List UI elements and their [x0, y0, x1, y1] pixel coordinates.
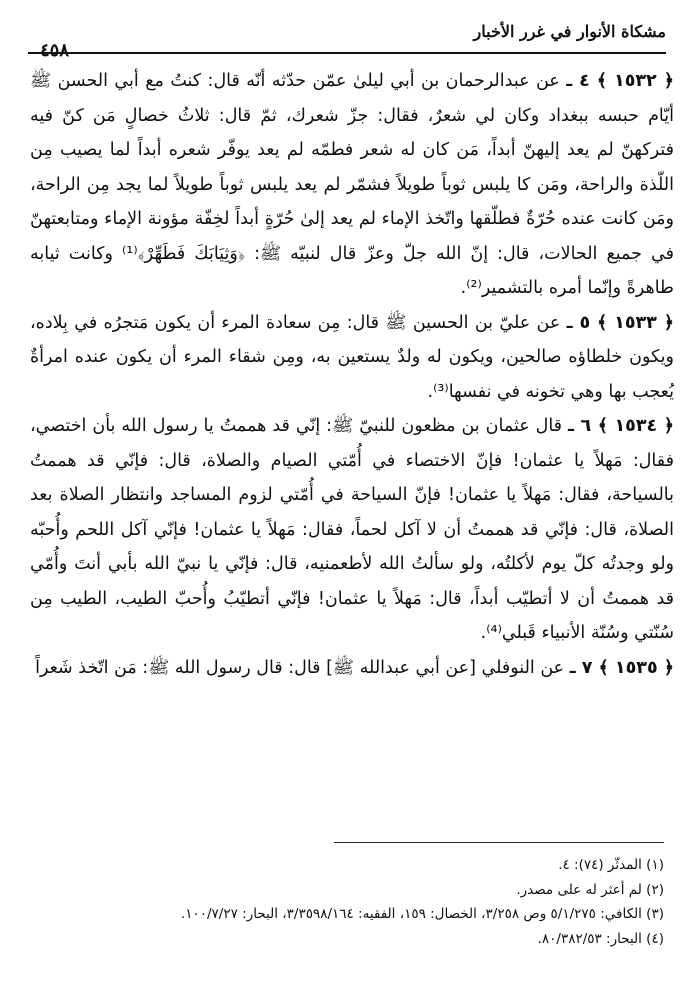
hadith-text: قال عثمان بن مظعون للنبيّ ﷺ: إنّي قد هممتُ يا رسول الله بأن اختصي، فقال: مَهلاً يا عثمان! فإنّ الاختصاء في أُمّتي الصيام والصلاة، قال: فإنّي قد هممتُ بالسياحة، فقال: مَهلاً يا عثمان! فإنّ السياحة في أُمّتي لزوم المساجد وانتظار الصلاة بعد الصلاة، قال: فإنّي قد هممتُ أن لا آكل لحماً، فقال: مَهلاً يا عثمان! فإنّي آكل اللحم وأُحبّه ولو وجدتُه كلّ يوم لأكلتُه، ولو سألتُ الله لأطعمنيه، قال: فإنّي يا نبيّ الله بأبي أنتَ وأُمّي قد هممتُ أن لا أتطيّب أبداً، قال: مَهلاً يا عثمان! فإنّي أتطيّبُ وأُحبّ الطيب، الطيب مِن سُنّتي وسُنّة الأنبياء قَبلي⁽⁴⁾. — [30, 416, 674, 643]
hadith-number: ﴿ ١٥٣٥ ﴾ ٧ ـ — [569, 657, 674, 678]
hadith-text: عن عليّ بن الحسين ﷺ قال: مِن سعادة المرء أن يكون مَتجرُه في بِلاده، ويكون خلطاؤه صالحين، ويكون له ولدٌ يستعين به، ومِن شقاء المرء أن يكون عنده امرأةٌ يُعجب بها وهي تخونه في نفسها⁽³⁾. — [30, 312, 674, 402]
hadith-1532 — [30, 64, 674, 306]
footnote-1: (١) المدثّر (٧٤): ٤. — [558, 857, 664, 873]
hadith-text: عن النوفلي [عن أبي عبدالله ﷺ] قال: قال رسول الله ﷺ: مَن اتّخذ شَعراً — [35, 657, 565, 678]
page-number: ٤٥٨ — [40, 40, 70, 61]
footnote-4: (٤) البحار: ٨٠/٣٨٢/٥٣. — [537, 930, 664, 947]
hadith-text: عن عبدالرحمان بن أبي ليلىٰ عمّن حدّثه أنّه قال: كنتُ مع أبي الحسن ﷺ أيّام حبسه ببغداد وكان لي شعرٌ، فقال: جزّ شعرك، ثمّ قال: ثلاثُ خصالٍ مَن كنّ فيه فتركهنّ لم يعد إليهنّ أبداً، مَن كان له شعر فطمّه لم يعد يوفّر شعره أبداً لما يصيب مِن اللّذة والراحة، ومَن كا يلبس ثوباً طويلاً فشمّر لم يعد يلبس ثوباً طويلاً لما يجد مِن الراحة، ومَن كانت عنده حُرّةٌ فطلّقها واتّخذ الإماء لم يعد إلىٰ حُرّةٍ أبداً لخِفّة مؤونة الإماء ومتابعتهنّ في جميع الحالات، قال: إنّ الله جلّ وعزّ قال لنبيّه ﷺ: ﴿وَثِيَابَكَ فَطَهِّرْ﴾⁽¹⁾ وكانت ثيابه طاهرةً وإنّما أمره بالتشمير⁽²⁾. — [30, 71, 674, 298]
running-title: مشكاة الأنوار في غرر الأخبار — [473, 22, 666, 41]
header-rule — [28, 52, 666, 54]
hadith-number: ﴿ ١٥٣٢ ﴾ ٤ ـ — [566, 71, 674, 91]
footnotes — [30, 853, 664, 951]
footnote-rule — [334, 842, 664, 843]
footnote-3: (٣) الكافي: ٥/١/٢٧٥ وص ٣/٢٥٨، الخصال: ١٥٩، الفقيه: ٣/٣٥٩٨/١٦٤، البحار: ١٠٠/٧/٢٧. — [180, 906, 664, 922]
hadith-number: ﴿ ١٥٣٤ ﴾ ٦ ـ — [568, 416, 674, 436]
hadith-1534 — [30, 409, 674, 651]
hadith-1535 — [30, 651, 674, 686]
footnote-2: (٢) لم أعثر له على مصدر. — [516, 881, 664, 898]
page-header — [28, 22, 666, 61]
hadith-1533 — [30, 306, 674, 410]
hadith-number: ﴿ ١٥٣٣ ﴾ ٥ ـ — [566, 312, 674, 333]
main-text — [30, 64, 674, 685]
